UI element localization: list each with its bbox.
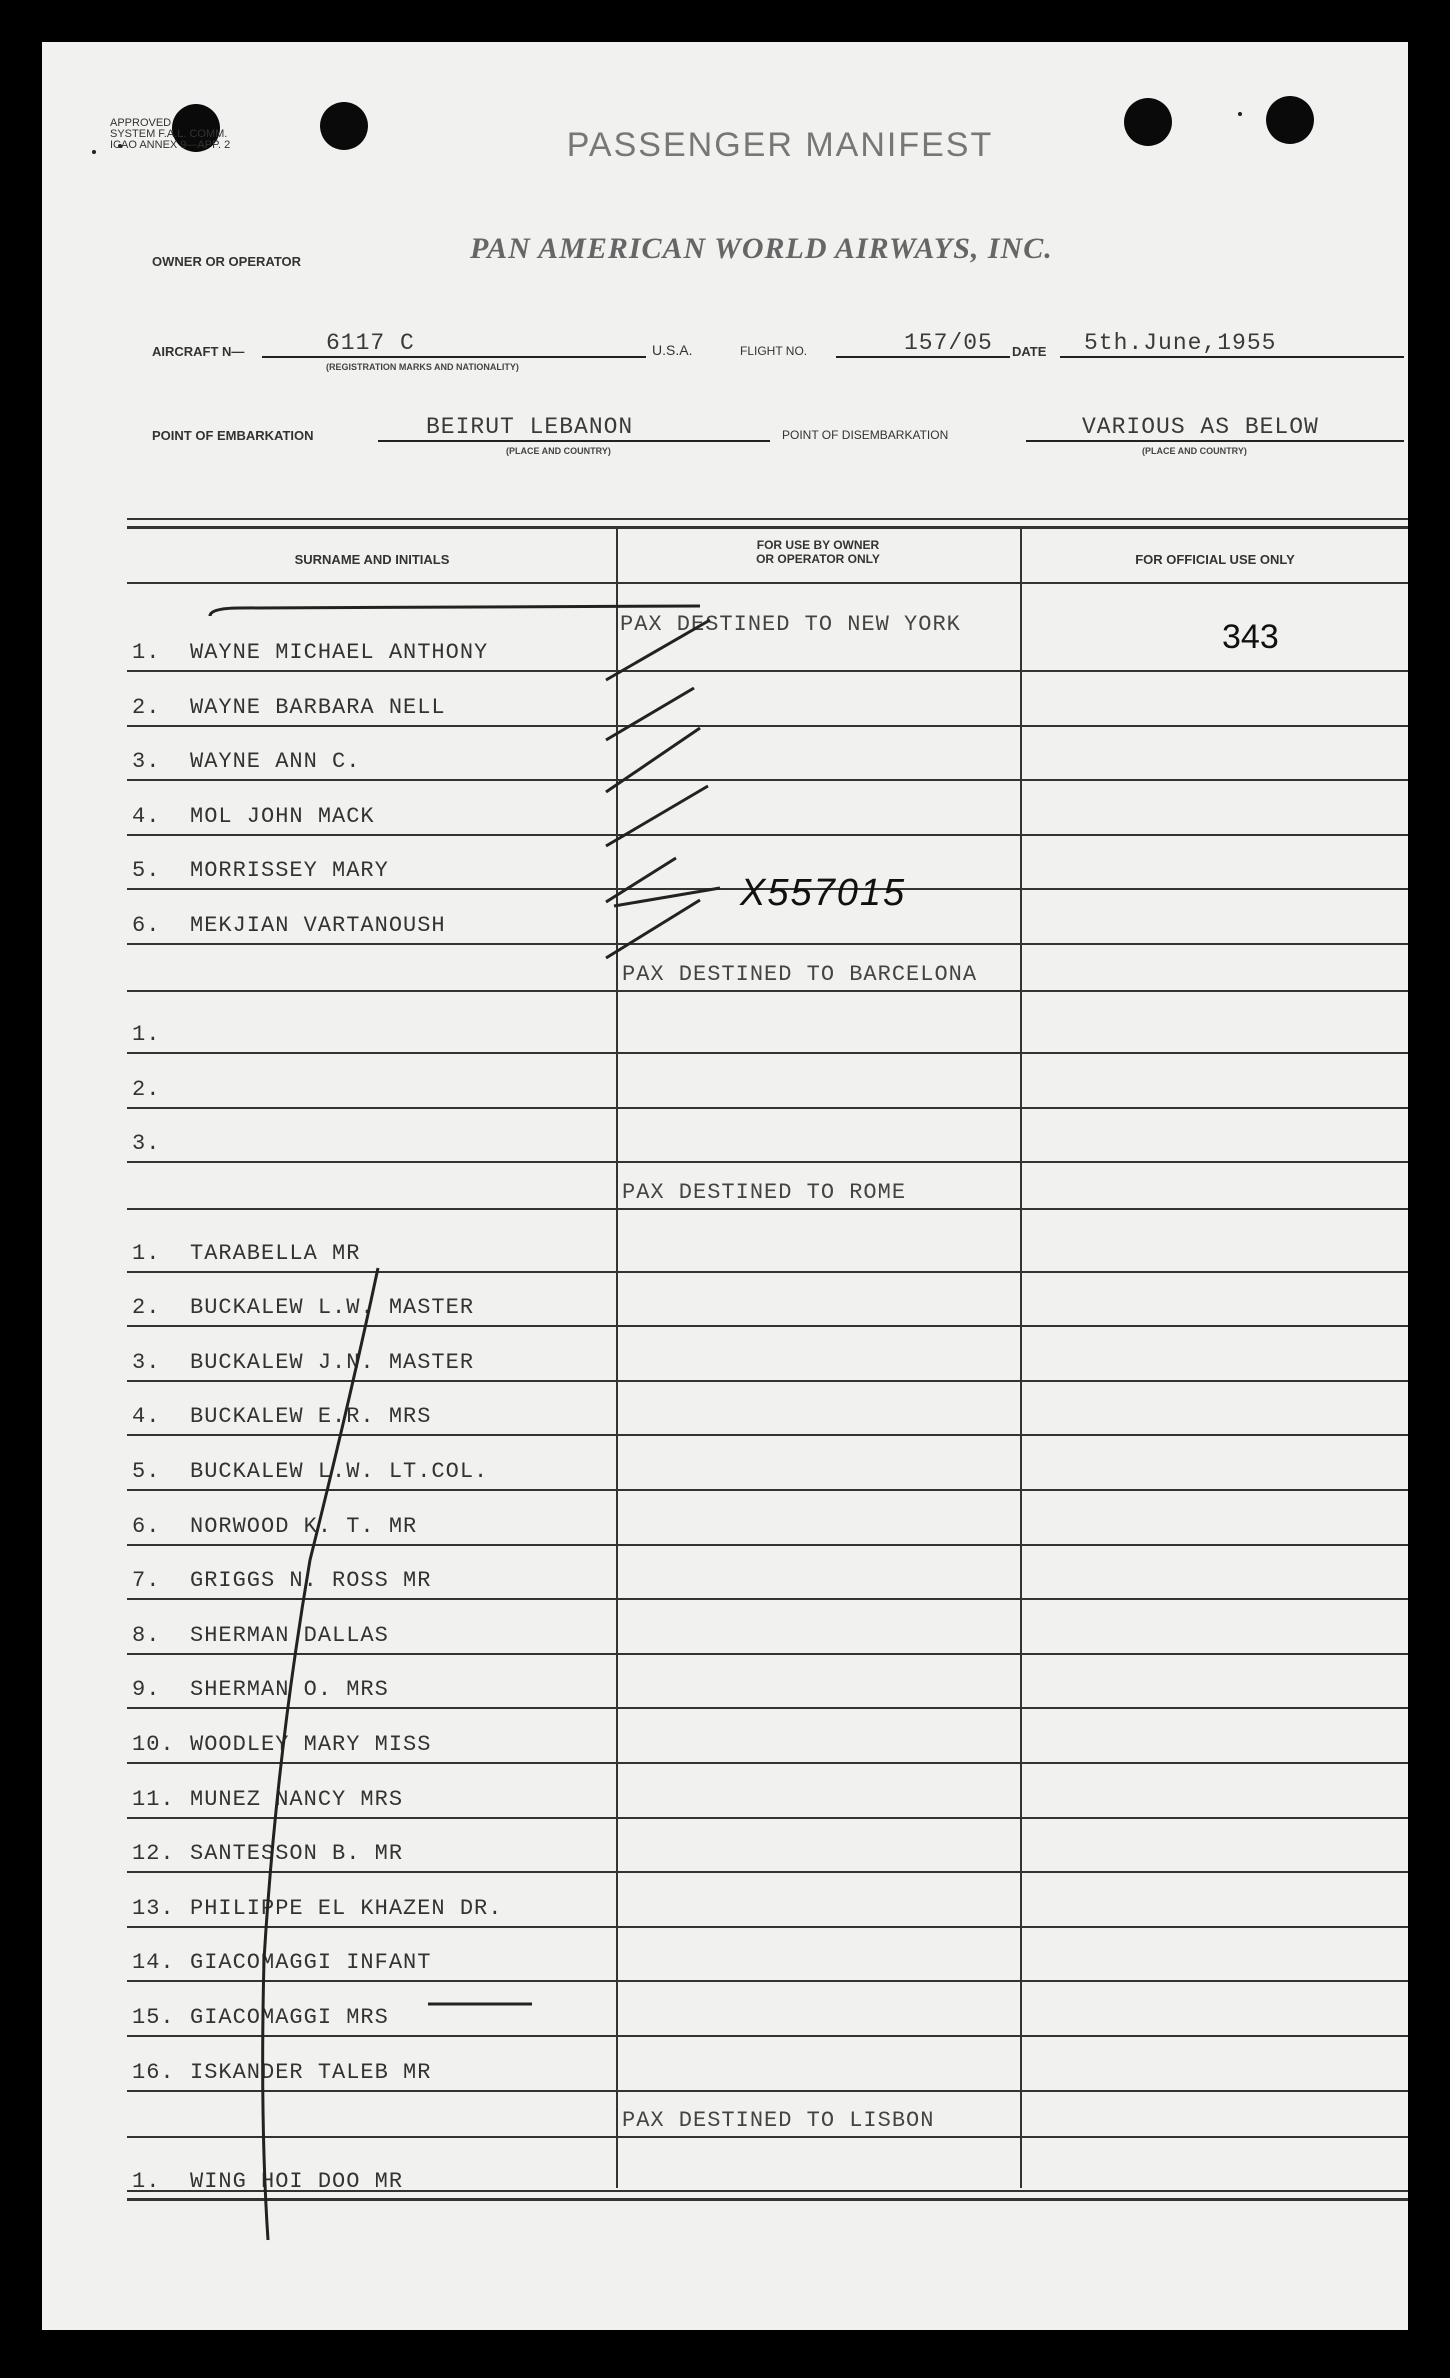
section-heading: PAX DESTINED TO ROME [622,1180,907,1205]
passenger-number: 7. [132,1568,161,1594]
passenger-name: WAYNE BARBARA NELL [190,694,446,720]
disembark-label: POINT OF DISEMBARKATION [782,428,949,442]
passenger-number: 13. [132,1895,175,1921]
passenger-name: SHERMAN O. MRS [190,1677,389,1703]
passenger-name: WOODLEY MARY MISS [190,1732,432,1757]
passenger-name: MOL JOHN MACK [190,803,375,829]
owner-value: PAN AMERICAN WORLD AIRWAYS, INC. [470,232,1053,265]
check-mark [614,888,720,906]
embark-value: BEIRUT LEBANON [426,414,634,440]
check-mark [606,688,694,740]
date-label: DATE [1012,344,1047,359]
passenger-number: 3. [132,1131,161,1157]
date-value: 5th.June,1955 [1084,330,1277,356]
embark-label: POINT OF EMBARKATION [152,428,314,443]
passenger-number: 15. [132,2005,175,2030]
passenger-name: TARABELLA MR [190,1240,361,1266]
check-mark [606,900,700,958]
embark-caption: (PLACE AND COUNTRY) [506,446,611,456]
passenger-number: 6. [132,1513,161,1539]
passenger-number: 4. [132,803,161,829]
passenger-number: 2. [132,1295,161,1321]
check-mark [606,728,700,792]
passenger-name: MEKJIAN VARTANOUSH [190,913,446,938]
passport-number: X557015 [740,872,907,914]
passenger-number: 9. [132,1677,161,1703]
passenger-name: BUCKALEW E.R. MRS [190,1404,432,1430]
passenger-name: MUNEZ NANCY MRS [190,1786,404,1812]
passenger-number: 1. [132,1022,161,1048]
column-header-surname: SURNAME AND INITIALS [294,552,450,567]
passenger-name: PHILIPPE EL KHAZEN DR. [190,1895,503,1921]
column-header-owner-use-line: OR OPERATOR ONLY [756,552,880,566]
passenger-name: SANTESSON B. MR [190,1841,404,1867]
passenger-number: 4. [132,1404,161,1430]
passenger-number: 2. [132,694,161,720]
aircraft-value: 6117 C [326,330,415,356]
flight-value: 157/05 [904,330,993,356]
passenger-number: 1. [132,640,161,665]
passenger-name: GIACOMAGGI INFANT [190,1950,432,1976]
passenger-name: GRIGGS N. ROSS MR [190,1568,432,1594]
passenger-number: 5. [132,858,161,884]
passenger-number: 16. [132,2059,175,2085]
passenger-number: 8. [132,1622,161,1648]
passenger-name: NORWOOD K. T. MR [190,1513,418,1539]
form-title: PASSENGER MANIFEST [566,126,994,164]
section-heading: PAX DESTINED TO BARCELONA [622,961,978,987]
passenger-number: 1. [132,2168,161,2194]
check-mark [606,620,710,680]
approval-line: SYSTEM F.A.L. COMM. [110,128,228,140]
passenger-number: 14. [132,1950,175,1976]
usa-label: U.S.A. [652,342,693,358]
check-mark [606,786,708,846]
column-header-official: FOR OFFICIAL USE ONLY [1135,552,1295,567]
aircraft-label: AIRCRAFT N— [152,344,245,359]
passenger-number: 1. [132,1240,161,1266]
passenger-number: 10. [132,1732,175,1757]
passenger-name: BUCKALEW L.W. MASTER [190,1295,475,1321]
aircraft-caption: (REGISTRATION MARKS AND NATIONALITY) [326,362,519,372]
bracket-stroke [210,606,700,616]
passenger-name: WAYNE ANN C. [190,749,361,775]
passenger-name: GIACOMAGGI MRS [190,2005,389,2030]
long-bracket-stroke [263,1268,378,2240]
passenger-number: 5. [132,1459,161,1484]
passenger-name: WAYNE MICHAEL ANTHONY [190,640,489,665]
passenger-name: ISKANDER TALEB MR [190,2059,432,2085]
column-header-owner-use-line: FOR USE BY OWNER [756,538,880,552]
passenger-name: MORRISSEY MARY [190,858,389,884]
passenger-name: BUCKALEW L.W. LT.COL. [190,1459,489,1484]
section-heading: PAX DESTINED TO NEW YORK [620,612,961,637]
approval-line: APPROVED [110,117,172,129]
passenger-number: 2. [132,1076,161,1102]
flight-label: FLIGHT NO. [740,344,808,358]
section-heading: PAX DESTINED TO LISBON [622,2108,935,2134]
passenger-number: 3. [132,749,161,775]
passenger-name: SHERMAN DALLAS [190,1622,389,1648]
disembark-value: VARIOUS AS BELOW [1082,414,1319,440]
check-mark [606,858,676,902]
passenger-number: 11. [132,1786,175,1812]
official-number: 343 [1222,618,1279,656]
passenger-name: WING HOI DOO MR [190,2168,404,2194]
disembark-caption: (PLACE AND COUNTRY) [1142,446,1247,456]
approval-line: ICAO ANNEX 9—APP. 2 [110,139,231,151]
owner-label: OWNER OR OPERATOR [152,254,302,269]
passenger-number: 6. [132,913,161,938]
passenger-name: BUCKALEW J.N. MASTER [190,1349,475,1375]
passenger-number: 3. [132,1349,161,1375]
passenger-number: 12. [132,1841,175,1867]
